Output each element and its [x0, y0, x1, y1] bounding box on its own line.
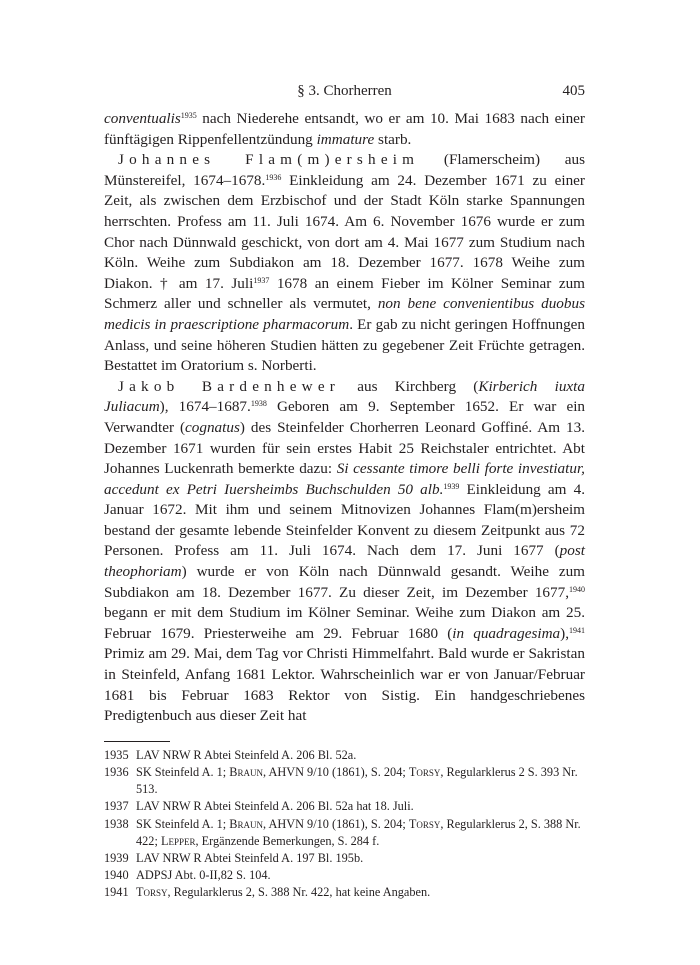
citation-text: LAV NRW R Abtei Steinfeld A. 197 Bl. 195b.: [136, 851, 364, 866]
citation-text: , Regularklerus 2 S. 393 Nr. 513.: [136, 765, 578, 797]
latin-quote: Si cessante timore belli forte investiatur, accedunt ex Petri Iuersheimbs Buchschulden 50 alb.: [104, 460, 585, 498]
footnote: [104, 816, 585, 850]
footnote-number: 1936: [104, 765, 129, 780]
text-span: aus Kirchberg (: [340, 377, 479, 395]
citation-text: SK Steinfeld A. 1;: [136, 816, 230, 831]
page-number: 405: [562, 83, 585, 99]
citation-text: , Ergänzende Bemerkungen, S. 284 f.: [195, 833, 380, 848]
text-span: 1678 an einem Fieber im Kölner Seminar zum Schmerz aller und schneller als vermutet,: [104, 274, 585, 313]
text-span: (Flamerscheim) aus Münstereifel, 1674–1678.: [104, 151, 585, 189]
footnote-divider: [104, 741, 170, 742]
text-span: Einkleidung am 4. Januar 1672. Mit ihm und seinem Mitnovizen Johannes Flam(m)ersheim bestand der gesamte lebende Steinfelder Konvent zu diesem Zeitpunkt aus 72 Personen. Profess am 11. Juli 1674. Nach dem 17. Juni 1677 (: [104, 480, 585, 560]
footnote-ref[interactable]: 1941: [569, 625, 586, 635]
running-header: [104, 80, 585, 106]
footnote-ref[interactable]: 1935: [180, 111, 197, 120]
footnote-text: [136, 747, 585, 764]
footnote-text: [136, 816, 585, 850]
footnote: [104, 798, 585, 815]
person-name: Jakob Bardenhewer: [118, 377, 341, 395]
footnote-number: 1941: [104, 885, 129, 900]
text-span: Primiz am 29. Mai, dem Tag vor Christi Himmelfahrt. Bald wurde er Sakristan in Steinfeld, Anfang 1681 Lektor. Wahrscheinlich war er von Januar/Februar 1681 bis Februar 1683 Rektor von Sistig. Ein handgeschriebenes Predigtenbuch aus dieser Zeit hat: [104, 645, 585, 725]
footnote-text: [136, 884, 585, 901]
text-span: ),: [560, 624, 570, 642]
author-name: Lepper: [160, 833, 196, 848]
citation-text: LAV NRW R Abtei Steinfeld A. 206 Bl. 52a.: [136, 747, 357, 762]
text-span: starb.: [374, 130, 412, 148]
citation-text: SK Steinfeld A. 1;: [136, 765, 230, 780]
text-span: ), 1674–1687.: [159, 398, 251, 416]
footnote: [104, 884, 585, 901]
latin-term: Kirberich iuxta Juliacum: [104, 377, 585, 416]
author-name: Braun: [229, 816, 263, 831]
citation-text: , Regularklerus 2, S. 388 Nr. 422;: [136, 816, 581, 848]
footnote-number: 1935: [104, 747, 129, 762]
footnote-text: [136, 850, 585, 867]
text-span: Geboren am 9. September 1652. Er war ein Verwandter (: [104, 398, 586, 436]
footnote: [104, 747, 585, 764]
latin-term: conventualis: [104, 110, 181, 127]
footnote-text: [136, 764, 585, 798]
footnote-number: 1939: [104, 851, 129, 866]
citation-text: , AHVN 9/10 (1861), S. 204;: [262, 765, 409, 780]
footnote: [104, 867, 585, 884]
paragraph-continuation: [104, 109, 585, 150]
citation-text: , AHVN 9/10 (1861), S. 204;: [262, 816, 409, 831]
footnote-ref[interactable]: 1940: [569, 584, 585, 594]
book-page: [104, 80, 585, 902]
footnote-ref[interactable]: 1937: [253, 275, 270, 285]
footnote-ref[interactable]: 1939: [443, 481, 460, 491]
footnote-number: 1937: [104, 799, 129, 814]
footnote-list: [104, 747, 585, 902]
footnote: [104, 850, 585, 867]
text-span: ) wurde er von Köln nach Dünnwald gesandt. Weihe zum Subdiakon am 18. Dezember 1677. Zu dieser Zeit, im Dezember 1677,: [104, 563, 585, 601]
text-span: . Er gab zu nicht geringen Hoffnungen Anlass, und seine höheren Studien hätten zu gegebener Zeit Früchte getragen. Bestattet im Oratorium s. Norberti.: [104, 315, 585, 375]
text-span: nach Niederehe entsandt, wo er am 10. Mai 1683 nach einer fünftägigen Rippenfellentzündung: [104, 110, 585, 148]
author-name: Torsy: [408, 816, 441, 831]
citation-text: , Regularklerus 2, S. 388 Nr. 422, hat keine Angaben.: [167, 885, 431, 900]
entry-paragraph-bardenhewer: [104, 377, 585, 727]
person-name: Johannes Flam(m)ersheim: [118, 151, 420, 169]
author-name: Torsy: [408, 765, 441, 780]
entry-paragraph-flammersheim: [104, 150, 585, 377]
footnote-text: [136, 798, 585, 815]
latin-term: immature: [316, 130, 375, 148]
footnote-number: 1938: [104, 816, 129, 831]
author-name: Torsy: [136, 885, 168, 900]
footnote-text: [136, 867, 585, 884]
citation-text: ADPSJ Abt. 0-II,82 S. 104.: [136, 868, 271, 883]
body-text: [104, 109, 585, 727]
text-span: begann er mit dem Studium im Kölner Seminar. Weihe zum Diakon am 25. Februar 1679. Priesterweihe am 29. Februar 1680 (: [104, 604, 585, 642]
text-span: Einkleidung am 24. Dezember 1671 zu einer Zeit, als zwischen dem Erzbischof und der Stadt Köln starke Spannungen herrschten. Profess am 11. Juli 1674. Am 6. November 1676 wurde er zum Chor nach Dünnwald geschickt, von dort am 4. Mai 1677 zum Studium nach Köln. Weihe zum Subdiakon am 18. Dezember 1677. 1678 Weihe zum Diakon. † am 17. Juli: [104, 171, 585, 292]
latin-term: cognatus: [185, 418, 240, 436]
footnote-number: 1940: [104, 868, 129, 883]
footnote-ref[interactable]: 1938: [250, 399, 267, 409]
latin-term: in quadragesima: [452, 624, 561, 642]
latin-quote: non bene convenientibus duobus medicis in praescriptione pharmacorum: [104, 295, 585, 333]
footnote: [104, 764, 585, 798]
latin-term: post theophoriam: [104, 542, 585, 581]
text-span: ) des Steinfelder Chorherren Leonard Goffiné. Am 13. Dezember 1671 wurden für sein erstes Habit 25 Reichstaler entrichtet. Abt Johannes Luckenrath bemerkte dazu:: [104, 418, 585, 478]
author-name: Braun: [229, 765, 263, 780]
section-title: § 3. Chorherren: [297, 83, 392, 99]
citation-text: LAV NRW R Abtei Steinfeld A. 206 Bl. 52a hat 18. Juli.: [136, 799, 414, 814]
footnote-ref[interactable]: 1936: [265, 172, 282, 182]
